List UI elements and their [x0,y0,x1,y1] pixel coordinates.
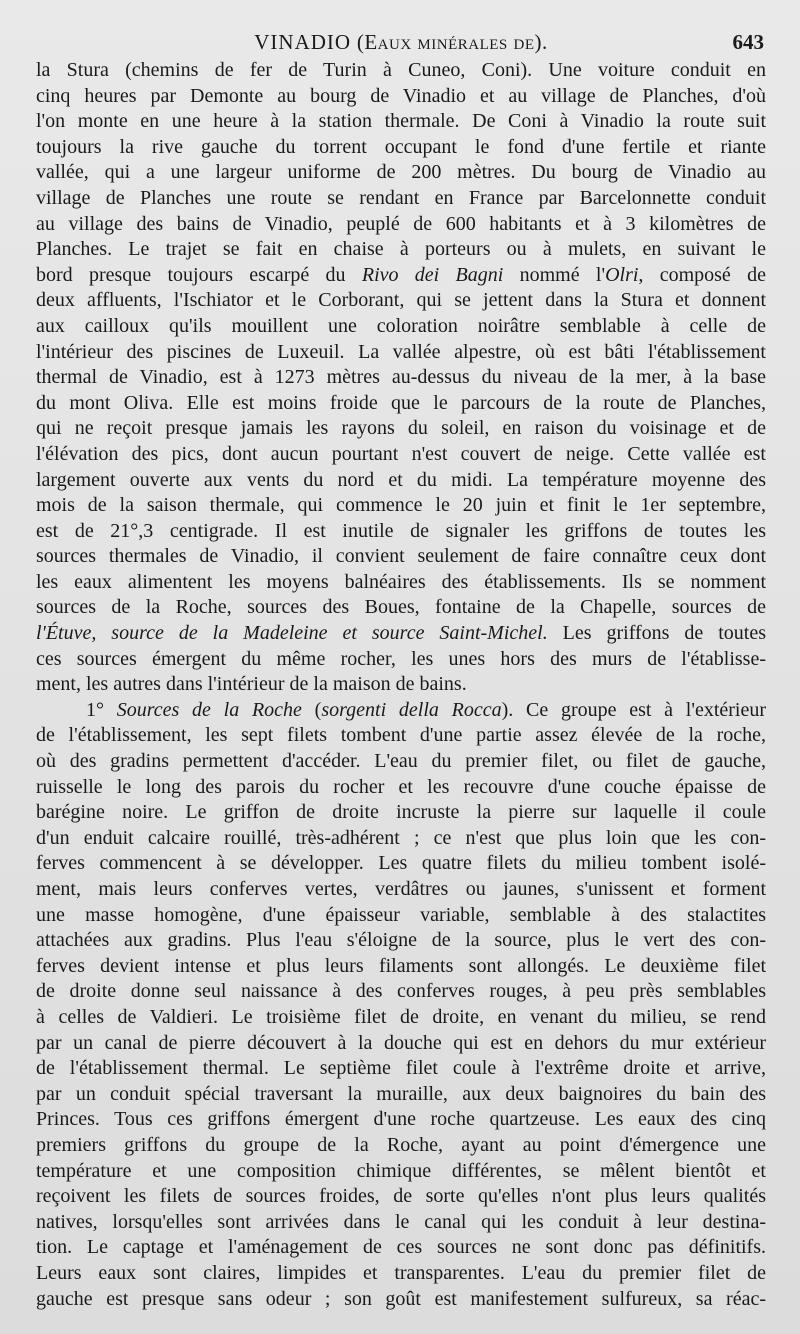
text-line: Princes. Tous ces griffons émergent d'une roche quartzeuse. Les eaux des cinq [36,1108,766,1131]
text-segment: ). Ce groupe est à l'extérieur [501,698,767,721]
text-line: de droite donne seul naissance à des conferves rouges, à peu près semblables [36,980,766,1003]
text-line: de l'établissement, les sept filets tombent d'une partie assez élevée de la roche, [36,724,766,747]
text-line: est de 21°,3 centigrade. Il est inutile de signaler les griffons de toutes les [36,519,766,542]
text-line: l'intérieur des piscines de Luxeuil. La vallée alpestre, où est bâti l'établissement [36,340,766,363]
text-line: ferves commencent à se développer. Les quatre filets du milieu tombent isolé- [36,852,766,875]
text-segment: nommé l' [503,263,606,286]
text-line: aux cailloux qu'ils mouillent une coloration noirâtre semblable à celle de [36,314,766,337]
text-line: barégine noire. Le griffon de droite incruste la pierre sur laquelle il coule [36,801,766,824]
text-line: attachées aux gradins. Plus l'eau s'éloigne de la source, plus le vert des con- [36,929,766,952]
text-line: ferves devient intense et plus leurs filaments sont allongés. Le deuxième filet [36,954,766,977]
italic-term: Sources de la Roche [116,698,302,721]
page-number: 643 [732,30,764,54]
italic-term: Rivo dei Bagni [361,263,504,286]
text-line: par un canal de pierre découvert à la douche qui est en dehors du mur extérieur [36,1031,766,1054]
text-line: thermal de Vinadio, est à 1273 mètres au-dessus du niveau de la mer, à la base [36,366,766,389]
text-line: ces sources émergent du même rocher, les unes hors des murs de l'établisse- [36,647,766,670]
text-line: du mont Oliva. Elle est moins froide que le parcours de la route de Planches, [36,391,766,414]
text-line: la Stura (chemins de fer de Turin à Cuneo, Coni). Une voiture conduit en [36,59,766,81]
text-line: Planches. Le trajet se fait en chaise à porteurs ou à mulets, en suivant le [36,238,766,261]
text-line: température et une composition chimique différentes, se mêlent bientôt et [36,1159,766,1182]
text-line: sources thermales de Vinadio, il convient seulement de faire connaître ceux dont [36,545,766,568]
text-line: une masse homogène, d'une épaisseur variable, semblable à des stalactites [36,903,766,926]
text-line: à celles de Valdieri. Le troisième filet de droite, en venant du milieu, se rend [36,1005,766,1028]
text-line: natives, lorsqu'elles sont arrivées dans le canal qui les conduit à leur destina- [36,1210,766,1233]
running-title-main: VINADIO [254,30,352,54]
text-line: toujours la rive gauche du torrent occupant le fond d'une fertile et riante [36,135,766,158]
text-line: largement ouverte aux vents du nord et du midi. La température moyenne des [36,468,766,491]
text-line: premiers griffons du groupe de la Roche, ayant au point d'émergence une [36,1133,766,1156]
text-segment: Les griffons de toutes [547,622,766,645]
paragraph-first-line [36,698,766,724]
text-line: Leurs eaux sont claires, limpides et transparentes. L'eau du premier filet de [36,1261,766,1284]
text-line: deux affluents, l'Ischiator et le Corborant, qui se jettent dans la Stura et donnent [36,289,766,312]
text-line: mois de la saison thermale, qui commence le 20 juin et finit le 1er septembre, [36,494,766,517]
text-line-italic: sources de la Roche, sources des Boues, fontaine de la Chapelle, sources de [36,596,766,619]
text-line: d'un enduit calcaire rouillé, très-adhérent ; ce n'est que plus loin que les con- [36,826,766,849]
italic-term: Olri [605,263,639,286]
text-line: gauche est presque sans odeur ; son goût est manifestement sulfureux, sa réac- [36,1287,766,1310]
running-title [36,30,766,55]
text-segment: , composé de [638,263,766,286]
running-head [36,24,766,56]
text-line: tion. Le captage et l'aménagement de ces sources ne sont donc pas définitifs. [36,1236,766,1259]
text-line: ment, mais leurs conferves vertes, verdâtres ou jaunes, s'unissent et forment [36,878,766,900]
text-line: ruisselle le long des parois du rocher et les recouvre d'une couche épaisse de [36,775,766,798]
text-line: de l'établissement thermal. Le septième filet coule à l'extrême droite et arrive, [36,1057,766,1080]
text-line [36,621,766,647]
text-line: qui ne reçoit presque jamais les rayons du soleil, en raison du voisinage et de [36,417,766,440]
text-line [36,263,766,289]
text-line: village de Planches une route se rendant en France par Barcelonnette conduit [36,186,766,209]
text-line: où des gradins permettent d'accéder. L'eau du premier filet, ou filet de gauche, [36,750,766,773]
body-text [36,58,766,1312]
text-line: au village des bains de Vinadio, peuplé de 600 habitants et à 3 kilomètres de [36,212,766,235]
running-title-subtitle: (Eaux minérales de). [356,30,548,54]
text-line: cinq heures par Demonte au bourg de Vinadio et au village de Planches, d'où [36,84,766,107]
text-line: l'élévation des pics, dont aucun pourtant n'est couvert de neige. Cette vallée est [36,442,766,465]
text-line: ment, les autres dans l'intérieur de la maison de bains. [36,673,467,696]
text-segment: bord presque toujours escarpé du [36,263,362,286]
text-segment: ( [301,698,322,721]
text-line: l'on monte en une heure à la station thermale. De Coni à Vinadio la route suit [36,110,766,133]
italic-term: l'Étuve, source de la Madeleine et source Saint-Michel. [36,622,548,645]
text-line: par un conduit spécial traversant la muraille, aux deux baignoires du bain des [36,1082,766,1105]
text-line: les eaux alimentent les moyens balnéaires des établissements. Ils se nomment [36,570,766,593]
text-line: reçoivent les filets de sources froides, de sorte qu'elles n'ont plus leurs qualités [36,1185,766,1208]
italic-term: sorgenti della Rocca [321,698,502,721]
text-line: vallée, qui a une largeur uniforme de 200 mètres. Du bourg de Vinadio au [36,161,766,184]
text-segment: 1° [86,698,117,721]
